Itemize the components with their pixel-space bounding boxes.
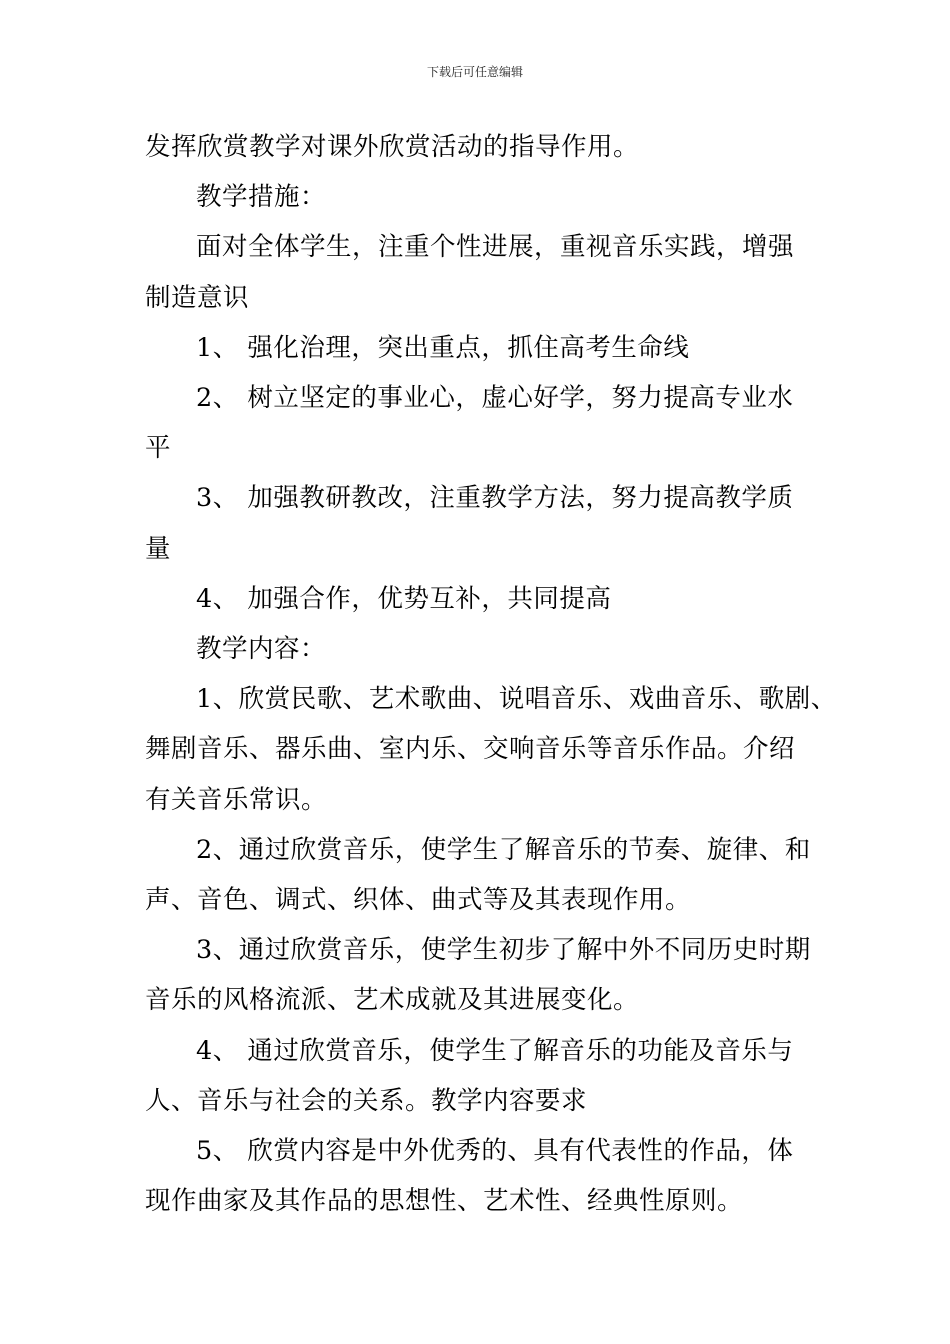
body-line: 1、欣赏民歌、艺术歌曲、说唱音乐、戏曲音乐、歌剧、 [196, 684, 837, 715]
body-line: 3、通过欣赏音乐，使学生初步了解中外不同历史时期 [196, 935, 811, 966]
body-line: 声、音色、调式、织体、曲式等及其表现作用。 [145, 885, 692, 916]
body-line: 2、 树立坚定的事业心，虚心好学，努力提高专业水 [196, 383, 794, 414]
body-line: 音乐的风格流派、艺术成就及其进展变化。 [145, 985, 640, 1016]
body-line: 平 [145, 433, 172, 464]
body-line: 制造意识 [145, 282, 250, 313]
body-line: 4、 加强合作，优势互补，共同提高 [196, 583, 612, 614]
body-line: 教学措施： [196, 182, 327, 213]
body-line: 4、 通过欣赏音乐，使学生了解音乐的功能及音乐与 [196, 1035, 794, 1066]
body-line: 量 [145, 533, 172, 564]
body-line: 发挥欣赏教学对课外欣赏活动的指导作用。 [145, 132, 640, 162]
body-line: 教学内容： [196, 634, 327, 665]
body-line: 人、音乐与社会的关系。教学内容要求 [145, 1085, 588, 1116]
document-body [145, 122, 837, 1226]
body-line: 舞剧音乐、器乐曲、室内乐、交响音乐等音乐作品。介绍 [145, 734, 796, 765]
body-line: 3、 加强教研教改，注重教学方法，努力提高教学质 [196, 483, 794, 514]
body-line: 现作曲家及其作品的思想性、艺术性、经典性原则。 [145, 1186, 744, 1217]
body-line: 面对全体学生，注重个性进展，重视音乐实践，增强 [196, 232, 795, 263]
body-line: 1、 强化治理，突出重点，抓住高考生命线 [196, 332, 690, 363]
page-header-note: 下载后可任意编辑 [426, 65, 523, 79]
body-line: 有关音乐常识。 [145, 784, 328, 815]
body-line: 5、 欣赏内容是中外优秀的、具有代表性的作品，体 [196, 1136, 794, 1167]
body-line: 2、通过欣赏音乐，使学生了解音乐的节奏、旋律、和 [196, 834, 811, 865]
